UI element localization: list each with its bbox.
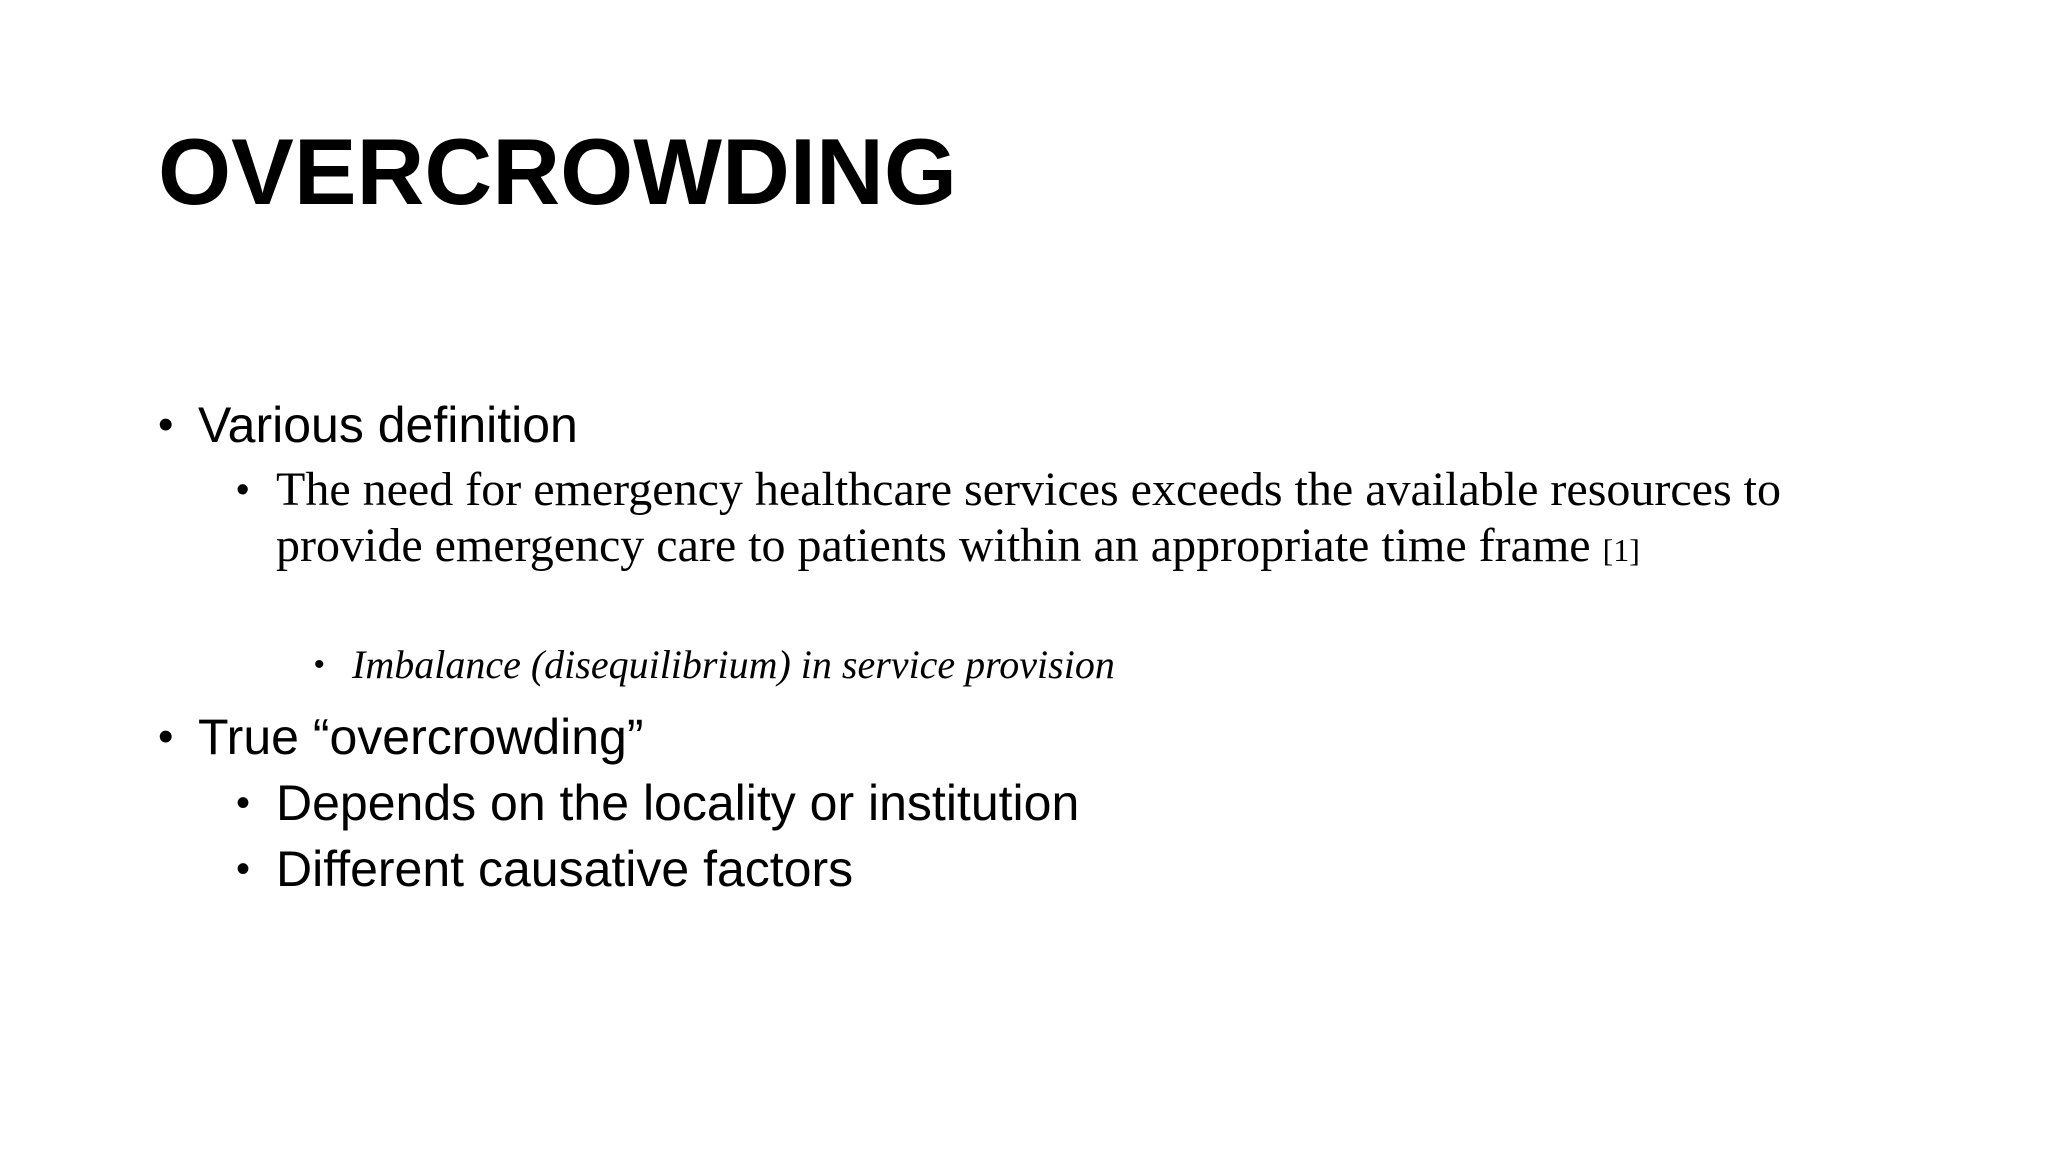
bullet-true-overcrowding bbox=[158, 706, 644, 768]
bullet-depends-on-locality bbox=[236, 772, 1079, 834]
bullet-definition-detail bbox=[236, 462, 1856, 578]
bullet-text: Imbalance (disequilibrium) in service provision bbox=[352, 642, 1115, 687]
bullet-marker: • bbox=[236, 469, 250, 511]
bullet-marker: • bbox=[236, 781, 251, 825]
bullet-imbalance bbox=[314, 640, 1115, 690]
bullet-various-definition bbox=[158, 394, 578, 456]
bullet-text: Various definition bbox=[198, 397, 578, 453]
bullet-marker: • bbox=[158, 712, 174, 761]
bullet-text: Depends on the locality or institution bbox=[276, 775, 1080, 831]
bullet-causative-factors bbox=[236, 838, 853, 900]
bullet-text-wrapper bbox=[276, 462, 1856, 578]
bullet-marker: • bbox=[236, 847, 251, 891]
slide-title: OVERCROWDING bbox=[158, 119, 957, 224]
reference-citation: [1] bbox=[1602, 532, 1640, 568]
bullet-marker: • bbox=[314, 648, 325, 681]
bullet-text: True “overcrowding” bbox=[198, 709, 644, 765]
bullet-marker: • bbox=[158, 400, 174, 449]
bullet-text: The need for emergency healthcare services exceeds the available resources to provide emergency care to patients within an appropriate time frame bbox=[276, 463, 1781, 572]
bullet-text: Different causative factors bbox=[276, 841, 854, 897]
